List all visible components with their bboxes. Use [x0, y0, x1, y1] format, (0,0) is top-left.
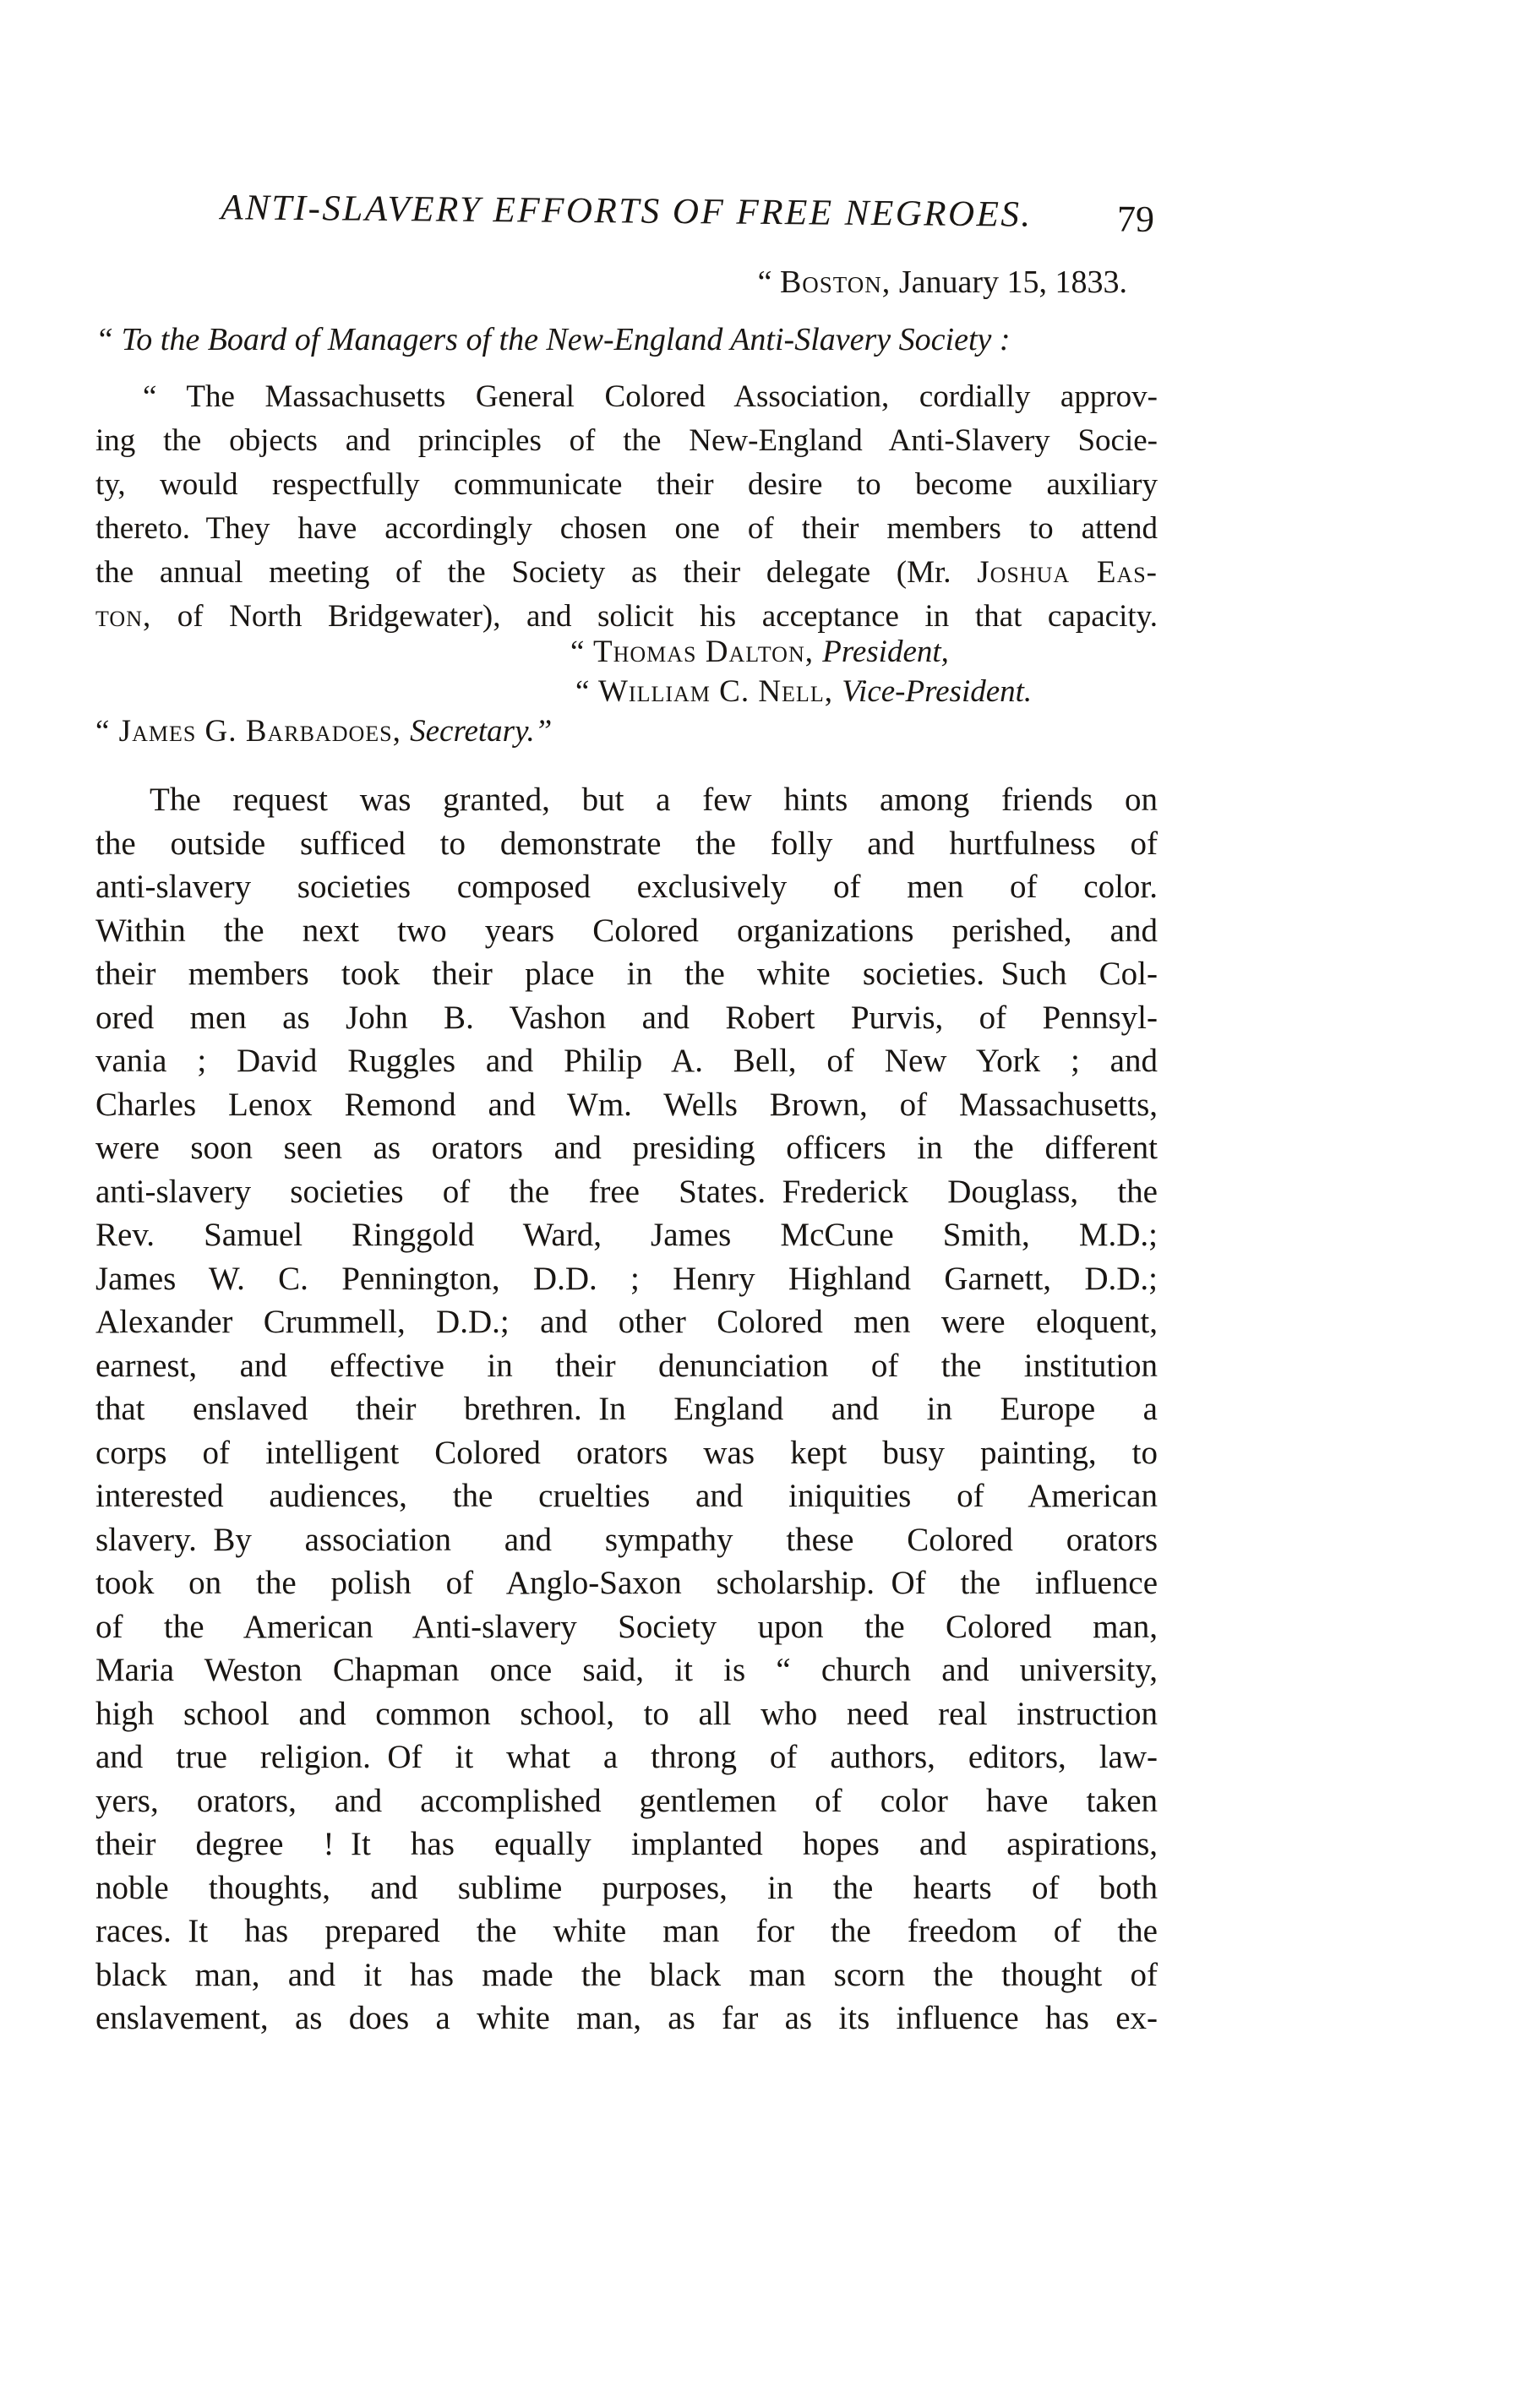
- text-line: earnest, and effective in their denunciation of the institution: [95, 1347, 1158, 1384]
- text-line: anti-slavery societies of the free States. Frederick Douglass, the: [95, 1173, 1158, 1210]
- signatory-title: Secretary.”: [410, 714, 553, 749]
- signatory-title: Vice-President.: [842, 674, 1033, 709]
- text-line: were soon seen as orators and presiding officers in the different: [95, 1130, 1158, 1166]
- letter-dateline: [95, 264, 1127, 301]
- letter-line-text: ing the objects and principles of the New-England Anti-Slavery Socie-: [95, 423, 1158, 458]
- text-line: Within the next two years Colored organizations perished, and: [95, 912, 1158, 949]
- text-line: noble thoughts, and sublime purposes, in the hearts of both: [95, 1869, 1158, 1906]
- letter-line: [95, 419, 1158, 463]
- text-line: corps of intelligent Colored orators was kept busy painting, to: [95, 1434, 1158, 1471]
- letter-line-text: thereto. They have accordingly chosen one of their members to attend: [95, 511, 1158, 546]
- letter-line-text: ty, would respectfully communicate their desire to become auxiliary: [95, 467, 1158, 502]
- dateline-open-quote: “: [757, 264, 780, 300]
- signature-line: [575, 672, 1158, 711]
- signature-line: [570, 632, 1158, 672]
- text-line: that enslaved their brethren. In England and in Europe a: [95, 1391, 1158, 1427]
- letter-line-smallcaps: ton,: [95, 599, 152, 634]
- text-line: took on the polish of Anglo-Saxon scholarship. Of the influence: [95, 1565, 1158, 1601]
- text-line: the outside sufficed to demonstrate the folly and hurtfulness of: [95, 825, 1158, 862]
- text-line: The request was granted, but a few hints among friends on: [150, 782, 1158, 818]
- text-line: Charles Lenox Remond and Wm. Wells Brown, of Massachusetts,: [95, 1086, 1158, 1123]
- text-line: Rev. Samuel Ringgold Ward, James McCune Smith, M.D.;: [95, 1217, 1158, 1253]
- text-line: vania ; David Ruggles and Philip A. Bell, of New York ; and: [95, 1043, 1158, 1079]
- letter-line: [95, 551, 1158, 595]
- letter-salutation: “ To the Board of Managers of the New-England Anti-Slavery Society :: [95, 322, 1011, 357]
- text-line: James W. C. Pennington, D.D. ; Henry Highland Garnett, D.D.;: [95, 1260, 1158, 1297]
- page-number: 79: [1116, 198, 1155, 240]
- signatory-name: “ James G. Barbadoes,: [95, 714, 411, 749]
- text-line: slavery. By association and sympathy these Colored orators: [95, 1521, 1158, 1558]
- letter-line-text-after: of North Bridgewater), and solicit his acceptance in that capacity.: [151, 599, 1158, 634]
- dateline-date: January 15, 1833.: [891, 264, 1127, 300]
- letter-line: [95, 375, 1158, 419]
- text-line: interested audiences, the cruelties and iniquities of American: [95, 1478, 1158, 1514]
- signature-line: [95, 711, 1158, 751]
- signatory-name: “ Thomas Dalton,: [570, 635, 823, 669]
- signatory-title: President,: [822, 635, 949, 669]
- text-line: their members took their place in the white societies. Such Col-: [95, 956, 1158, 992]
- letter-line-text: the annual meeting of the Society as their delegate (Mr.: [95, 555, 978, 590]
- text-line: enslavement, as does a white man, as far as its influence has ex-: [95, 2000, 1158, 2036]
- text-line: black man, and it has made the black man scorn the thought of: [95, 1956, 1158, 1993]
- text-line: ored men as John B. Vashon and Robert Purvis, of Pennsyl-: [95, 999, 1158, 1036]
- text-line: their degree ! It has equally implanted hopes and aspirations,: [95, 1826, 1158, 1862]
- main-paragraph: [95, 778, 1158, 2040]
- text-line: Alexander Crummell, D.D.; and other Colored men were eloquent,: [95, 1304, 1158, 1340]
- running-header-title: ANTI-SLAVERY EFFORTS OF FREE NEGROES.: [221, 188, 1033, 235]
- text-line: races. It has prepared the white man for the freedom of the: [95, 1913, 1158, 1949]
- letter-line-text: “ The Massachusetts General Colored Association, cordially approv-: [143, 379, 1158, 414]
- letter-line: [95, 507, 1158, 551]
- text-line: and true religion. Of it what a throng of authors, editors, law-: [95, 1739, 1158, 1775]
- letter-signatures: [95, 632, 1158, 751]
- letter-body: [95, 375, 1158, 639]
- signatory-name: “ William C. Nell,: [575, 674, 842, 709]
- text-line: of the American Anti-slavery Society upon the Colored man,: [95, 1608, 1158, 1645]
- text-line: high school and common school, to all who need real instruction: [95, 1695, 1158, 1732]
- letter-line-smallcaps: Joshua Eas-: [977, 555, 1158, 590]
- text-line: yers, orators, and accomplished gentlemen of color have taken: [95, 1782, 1158, 1819]
- letter-line: [95, 463, 1158, 507]
- running-header: [95, 186, 1158, 246]
- dateline-place: Boston,: [779, 264, 891, 300]
- text-line: anti-slavery societies composed exclusively of men of color.: [95, 869, 1158, 905]
- text-line: Maria Weston Chapman once said, it is “ church and university,: [95, 1652, 1158, 1688]
